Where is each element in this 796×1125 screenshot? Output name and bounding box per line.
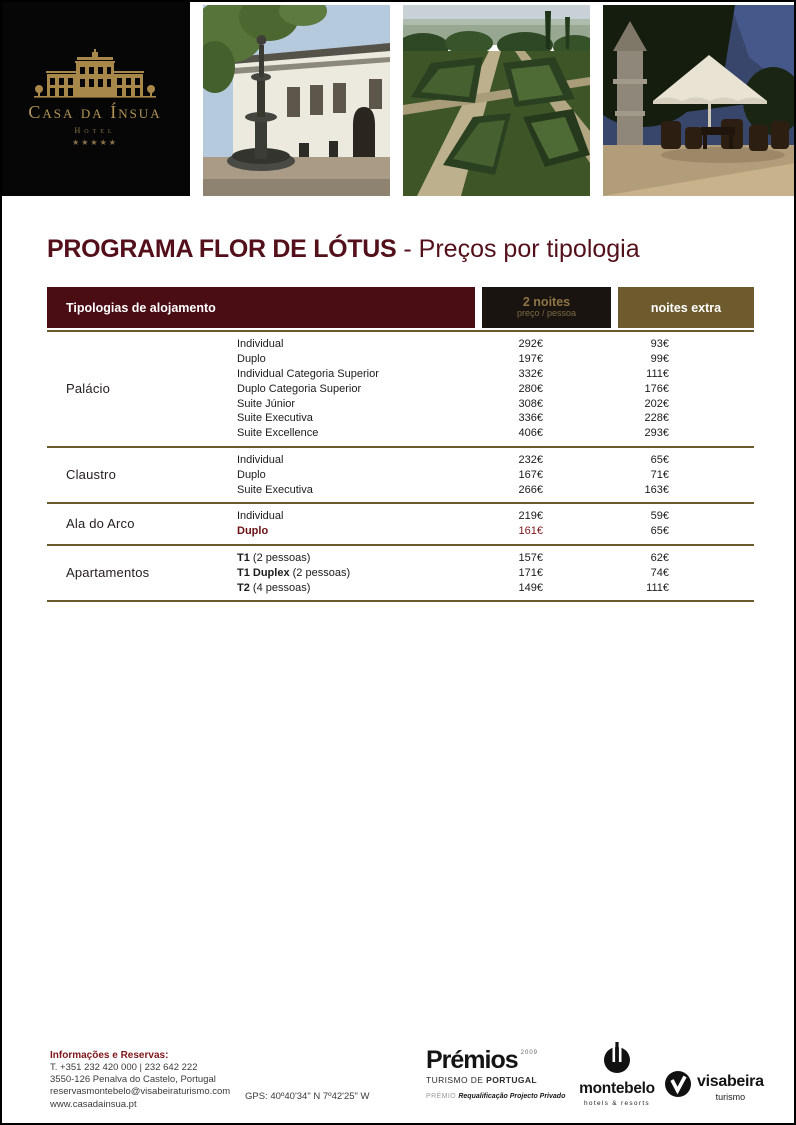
section-name: Claustro xyxy=(66,467,117,483)
price-extra-cell: 111€ xyxy=(646,367,669,380)
premios-logo xyxy=(426,1048,576,1100)
premios-year: 2009 xyxy=(520,1050,539,1056)
price-2nights-cell: 336€ xyxy=(518,412,543,425)
header-photo-strip xyxy=(0,0,796,196)
room-type-label: Individual xyxy=(237,338,284,351)
room-type-cell xyxy=(237,368,482,380)
price-extra-cell: 293€ xyxy=(644,427,669,440)
contact-address: 3550-126 Penalva do Castelo, Portugal xyxy=(50,1074,216,1086)
price-2nights-cell: 406€ xyxy=(518,427,543,440)
table-section xyxy=(47,330,754,446)
price-extra-cell: 99€ xyxy=(650,353,669,366)
section-rows xyxy=(237,337,754,441)
section-rows xyxy=(237,453,754,497)
premios-title: Prémios xyxy=(426,1046,518,1074)
header-2-nights xyxy=(482,287,611,328)
contact-block xyxy=(50,1050,230,1111)
room-type-cell xyxy=(237,582,482,594)
visabeira-tagline: turismo xyxy=(715,1092,746,1102)
price-extra-cell: 59€ xyxy=(650,510,669,523)
premios-turismo-regular: TURISMO DE xyxy=(426,1075,487,1085)
room-type-label: Suite Executiva xyxy=(237,483,313,496)
price-extra-cell: 65€ xyxy=(650,525,669,538)
room-type-cell xyxy=(237,525,482,537)
visabeira-icon xyxy=(665,1071,691,1097)
price-2nights-cell: 266€ xyxy=(518,483,543,496)
table-row xyxy=(237,524,754,539)
room-type-cell xyxy=(237,398,482,410)
palace-illustration-icon xyxy=(30,49,160,99)
table-row xyxy=(237,352,754,367)
photo-courtyard-fountain xyxy=(203,5,390,196)
room-type-cell xyxy=(237,353,482,365)
room-type-label: Individual Categoria Superior xyxy=(237,367,379,380)
pricing-table xyxy=(47,287,754,602)
room-type-label: T2 xyxy=(237,581,250,594)
room-type-label: Suite Júnior xyxy=(237,397,296,410)
price-2nights-cell: 171€ xyxy=(518,566,543,579)
room-type-suffix: (4 pessoas) xyxy=(249,581,311,594)
room-type-label: Duplo xyxy=(237,525,269,538)
table-row xyxy=(237,411,754,426)
price-2nights-cell: 232€ xyxy=(518,453,543,466)
price-extra-cell: 176€ xyxy=(644,382,669,395)
table-row xyxy=(237,381,754,396)
premios-award-name: Requalificação Projecto Privado xyxy=(458,1093,566,1100)
price-2nights-cell: 149€ xyxy=(518,581,543,594)
room-type-label: Suite Excellence xyxy=(237,427,319,440)
price-2nights-cell: 161€ xyxy=(518,525,543,538)
section-rows xyxy=(237,509,754,539)
page-title xyxy=(47,235,640,264)
header-2-nights-title: 2 noites xyxy=(522,294,571,309)
montebelo-name: montebelo xyxy=(579,1080,655,1097)
contact-heading: Informações e Reservas: xyxy=(50,1050,169,1061)
photo-formal-garden xyxy=(403,5,590,196)
price-extra-cell: 202€ xyxy=(644,397,669,410)
price-2nights-cell: 219€ xyxy=(518,510,543,523)
hotel-logo-name: Casa da Ínsua xyxy=(28,102,162,122)
header-typologies-label: Tipologias de alojamento xyxy=(66,300,216,315)
room-type-label: T1 Duplex xyxy=(237,566,290,579)
price-2nights-cell: 308€ xyxy=(518,397,543,410)
visabeira-logo xyxy=(665,1071,764,1102)
page-title-sub: - Preços por tipologia xyxy=(403,235,640,263)
price-extra-cell: 111€ xyxy=(646,581,669,594)
section-rows xyxy=(237,551,754,595)
header-extra-nights-label: noites extra xyxy=(650,300,722,315)
price-2nights-cell: 197€ xyxy=(518,353,543,366)
price-extra-cell: 65€ xyxy=(650,453,669,466)
montebelo-tagline: hotels & resorts xyxy=(584,1099,650,1107)
table-row xyxy=(237,396,754,411)
table-row xyxy=(237,367,754,382)
price-extra-cell: 74€ xyxy=(650,566,669,579)
room-type-label: Duplo xyxy=(237,468,266,481)
contact-email: reservasmontebelo@visabeiraturismo.com xyxy=(50,1086,231,1098)
hotel-logo-subtitle: Hotel xyxy=(74,126,116,135)
room-type-cell xyxy=(237,552,482,564)
contact-website: www.casadainsua.pt xyxy=(50,1098,137,1110)
room-type-label: Individual xyxy=(237,510,284,523)
table-row xyxy=(237,482,754,497)
room-type-label: Suite Executiva xyxy=(237,412,313,425)
room-type-suffix: (2 pessoas) xyxy=(289,566,351,579)
price-extra-cell: 71€ xyxy=(650,468,669,481)
room-type-label: Individual xyxy=(237,453,284,466)
table-row xyxy=(237,467,754,482)
room-type-label: Duplo xyxy=(237,353,266,366)
price-extra-cell: 163€ xyxy=(644,483,669,496)
table-row xyxy=(237,580,754,595)
table-sections xyxy=(47,330,754,602)
section-name: Palácio xyxy=(66,381,111,397)
price-2nights-cell: 292€ xyxy=(518,338,543,351)
room-type-cell xyxy=(237,383,482,395)
premios-turismo-line xyxy=(426,1075,576,1085)
room-type-cell xyxy=(237,510,482,522)
table-row xyxy=(237,551,754,566)
table-row xyxy=(237,453,754,468)
table-row xyxy=(237,565,754,580)
price-2nights-cell: 167€ xyxy=(518,468,543,481)
contact-phone: T. +351 232 420 000 | 232 642 222 xyxy=(50,1062,198,1073)
photo-terrace-umbrella xyxy=(603,5,796,196)
table-row xyxy=(237,337,754,352)
room-type-cell xyxy=(237,338,482,350)
header-typologies xyxy=(47,287,475,328)
room-type-label: T1 xyxy=(237,551,250,564)
price-2nights-cell: 280€ xyxy=(518,382,543,395)
montebelo-icon xyxy=(602,1042,632,1074)
premios-award-line xyxy=(426,1093,576,1100)
visabeira-name: visabeira xyxy=(697,1073,764,1090)
gps-coordinates: GPS: 40º40'34" N 7º42'25" W xyxy=(245,1091,370,1102)
room-type-cell xyxy=(237,484,482,496)
room-type-suffix: (2 pessoas) xyxy=(249,551,311,564)
premios-award-label: PRÉMIO xyxy=(426,1093,459,1100)
room-type-cell xyxy=(237,469,482,481)
header-extra-nights xyxy=(618,287,754,328)
page-title-main: PROGRAMA FLOR DE LÓTUS xyxy=(47,235,397,263)
room-type-cell xyxy=(237,567,482,579)
section-name: Ala do Arco xyxy=(66,516,135,532)
room-type-cell xyxy=(237,412,482,424)
room-type-label: Duplo Categoria Superior xyxy=(237,382,362,395)
header-2-nights-subtitle: preço / pessoa xyxy=(516,308,577,319)
table-header-row xyxy=(47,287,754,328)
price-extra-cell: 93€ xyxy=(650,338,669,351)
room-type-cell xyxy=(237,427,482,439)
room-type-cell xyxy=(237,454,482,466)
montebelo-logo xyxy=(574,1042,660,1107)
table-section xyxy=(47,446,754,502)
hotel-logo xyxy=(0,0,190,196)
table-section xyxy=(47,544,754,602)
five-stars-icon: ★★★★★ xyxy=(72,138,118,147)
table-row xyxy=(237,426,754,441)
price-extra-cell: 62€ xyxy=(650,551,669,564)
table-row xyxy=(237,509,754,524)
premios-turismo-bold: PORTUGAL xyxy=(486,1075,538,1085)
table-section xyxy=(47,502,754,544)
price-2nights-cell: 157€ xyxy=(518,551,543,564)
price-2nights-cell: 332€ xyxy=(518,367,543,380)
price-extra-cell: 228€ xyxy=(644,412,669,425)
section-name: Apartamentos xyxy=(66,565,150,581)
